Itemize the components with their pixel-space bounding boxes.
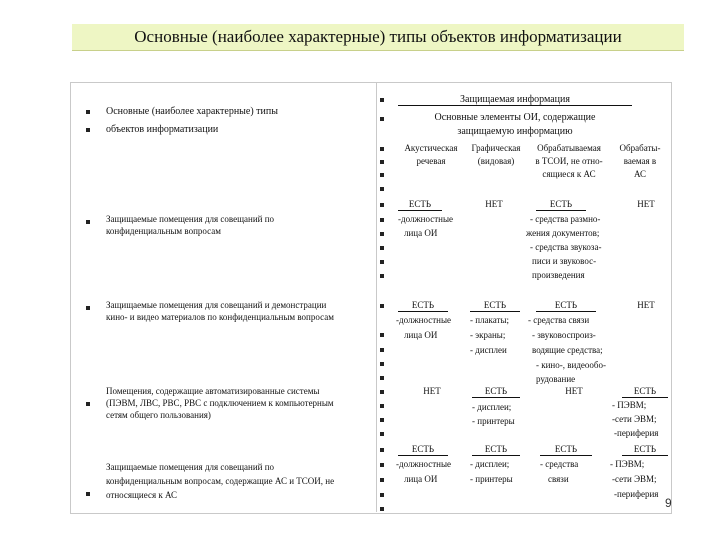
row-0-col-3: жения документов; xyxy=(526,228,600,238)
col-header-as: АС xyxy=(633,169,647,179)
right-header-line: защищаемую информацию xyxy=(457,126,573,137)
row-3-col-4: ЕСТЬ xyxy=(622,444,668,456)
bullet xyxy=(380,463,384,467)
page-number: 9 xyxy=(665,496,672,510)
row-label: кино- и видео материалов по конфиденциальным вопросам xyxy=(106,312,334,322)
bullet xyxy=(380,507,384,511)
row-1-col-1: ЕСТЬ xyxy=(398,300,448,312)
row-1-col-3: ЕСТЬ xyxy=(536,300,596,312)
bullet xyxy=(86,128,90,132)
bullet xyxy=(380,274,384,278)
row-0-col-3: ЕСТЬ xyxy=(536,199,586,211)
row-1-col-3: - средства связи xyxy=(528,315,590,325)
left-header-line: объектов информатизации xyxy=(106,124,219,135)
row-2-col-1: НЕТ xyxy=(423,386,441,396)
row-label: сетям общего пользования) xyxy=(106,410,211,420)
col-header-graphic: Графическая xyxy=(471,143,521,153)
left-header-line: Основные (наиболее характерные) типы xyxy=(106,106,278,117)
row-3-col-1: лица ОИ xyxy=(404,474,438,484)
row-2-col-4: ЕСТЬ xyxy=(622,386,668,398)
col-header-tsoi: сящиеся к АС xyxy=(542,169,596,179)
col-header-graphic: (видовая) xyxy=(477,156,515,166)
row-1-col-3: - кино-, видеообо- xyxy=(536,360,606,370)
row-2-col-2: ЕСТЬ xyxy=(472,386,520,398)
row-label: Защищаемые помещения для совещаний по xyxy=(106,462,275,472)
bullet xyxy=(86,220,90,224)
row-3-col-1: ЕСТЬ xyxy=(398,444,448,456)
col-header-acoustic: Акустическая xyxy=(404,143,458,153)
row-label: конфиденциальным вопросам xyxy=(106,226,221,236)
row-1-col-1: лица ОИ xyxy=(404,330,438,340)
bullet xyxy=(380,218,384,222)
row-0-col-3: произведения xyxy=(532,270,585,280)
bullet xyxy=(380,404,384,408)
row-3-col-4: - ПЭВМ; xyxy=(610,459,645,469)
bullet xyxy=(380,304,384,308)
row-2-col-4: -периферия xyxy=(614,428,659,438)
bullet xyxy=(380,246,384,250)
right-header-line: Основные элементы ОИ, содержащие xyxy=(434,112,596,123)
row-0-col-1: -должностные xyxy=(398,214,453,224)
row-0-col-3: - средства звукоза- xyxy=(530,242,602,252)
row-0-col-1: ЕСТЬ xyxy=(398,199,442,211)
row-0-col-3: - средства размно- xyxy=(530,214,601,224)
col-header-as: ваемая в xyxy=(623,156,657,166)
bullet xyxy=(380,448,384,452)
bullet xyxy=(380,160,384,164)
row-label: (ПЭВМ, ЛВС, РВС, РВС с подключением к компьютерным xyxy=(106,398,334,408)
bullet xyxy=(380,376,384,380)
col-header-tsoi: в ТСОИ, не отно- xyxy=(535,156,603,166)
bullet xyxy=(86,492,90,496)
row-0-col-2: НЕТ xyxy=(485,199,503,209)
row-1-col-2: - дисплеи xyxy=(470,345,507,355)
bullet xyxy=(380,418,384,422)
bullet xyxy=(86,110,90,114)
bullet xyxy=(380,117,384,121)
row-3-col-4: -периферия xyxy=(614,489,659,499)
bullet xyxy=(380,362,384,366)
row-2-col-3: НЕТ xyxy=(565,386,583,396)
slide-title: Основные (наиболее характерные) типы объектов информатизации xyxy=(134,27,622,46)
row-1-col-1: -должностные xyxy=(396,315,451,325)
row-3-col-3: связи xyxy=(548,474,569,484)
row-3-col-2: - дисплеи; xyxy=(470,459,510,469)
row-3-col-3: - средства xyxy=(540,459,579,469)
col-header-tsoi: Обрабатываемая xyxy=(537,143,601,153)
row-1-col-2: - экраны; xyxy=(470,330,506,340)
bullet xyxy=(380,187,384,191)
bullet xyxy=(380,478,384,482)
row-label: Защищаемые помещения для совещаний по xyxy=(106,214,275,224)
row-3-col-1: -должностные xyxy=(396,459,451,469)
row-2-col-4: - ПЭВМ; xyxy=(612,400,647,410)
protected-info-heading: Защищаемая информация xyxy=(398,94,632,106)
bullet xyxy=(380,203,384,207)
col-header-as: Обрабаты- xyxy=(619,143,661,153)
row-0-col-1: лица ОИ xyxy=(404,228,438,238)
row-2-col-2: - дисплеи; xyxy=(472,402,512,412)
row-3-col-2: - принтеры xyxy=(470,474,513,484)
title-bar xyxy=(72,24,684,51)
bullet xyxy=(380,147,384,151)
row-1-col-2: ЕСТЬ xyxy=(470,300,520,312)
bullet xyxy=(380,173,384,177)
bullet xyxy=(86,306,90,310)
row-3-col-3: ЕСТЬ xyxy=(540,444,592,456)
row-1-col-3: водящие средства; xyxy=(532,345,603,355)
col-header-acoustic: речевая xyxy=(416,156,446,166)
row-3-col-4: -сети ЭВМ; xyxy=(612,474,657,484)
row-label: Защищаемые помещения для совещаний и демонстрации xyxy=(106,300,327,310)
column-divider xyxy=(376,82,377,512)
bullet xyxy=(380,260,384,264)
row-label: относящиеся к АС xyxy=(106,490,178,500)
row-1-col-3: рудование xyxy=(536,374,576,384)
row-2-col-4: -сети ЭВМ; xyxy=(612,414,657,424)
bullet xyxy=(380,432,384,436)
row-1-col-3: - звуковоспроиз- xyxy=(532,330,596,340)
bullet xyxy=(380,390,384,394)
row-0-col-3: писи и звуковос- xyxy=(532,256,597,266)
bullet xyxy=(380,333,384,337)
bullet xyxy=(380,493,384,497)
row-label: конфиденциальным вопросам, содержащие АС и ТСОИ, не xyxy=(106,476,335,486)
row-0-col-4: НЕТ xyxy=(637,199,655,209)
row-1-col-4: НЕТ xyxy=(637,300,655,310)
row-2-col-2: - принтеры xyxy=(472,416,515,426)
bullet xyxy=(380,348,384,352)
row-1-col-2: - плакаты; xyxy=(470,315,510,325)
row-label: Помещения, содержащие автоматизированные системы xyxy=(106,386,320,396)
bullet xyxy=(380,232,384,236)
bullet xyxy=(380,98,384,102)
row-3-col-2: ЕСТЬ xyxy=(472,444,520,456)
bullet xyxy=(86,402,90,406)
